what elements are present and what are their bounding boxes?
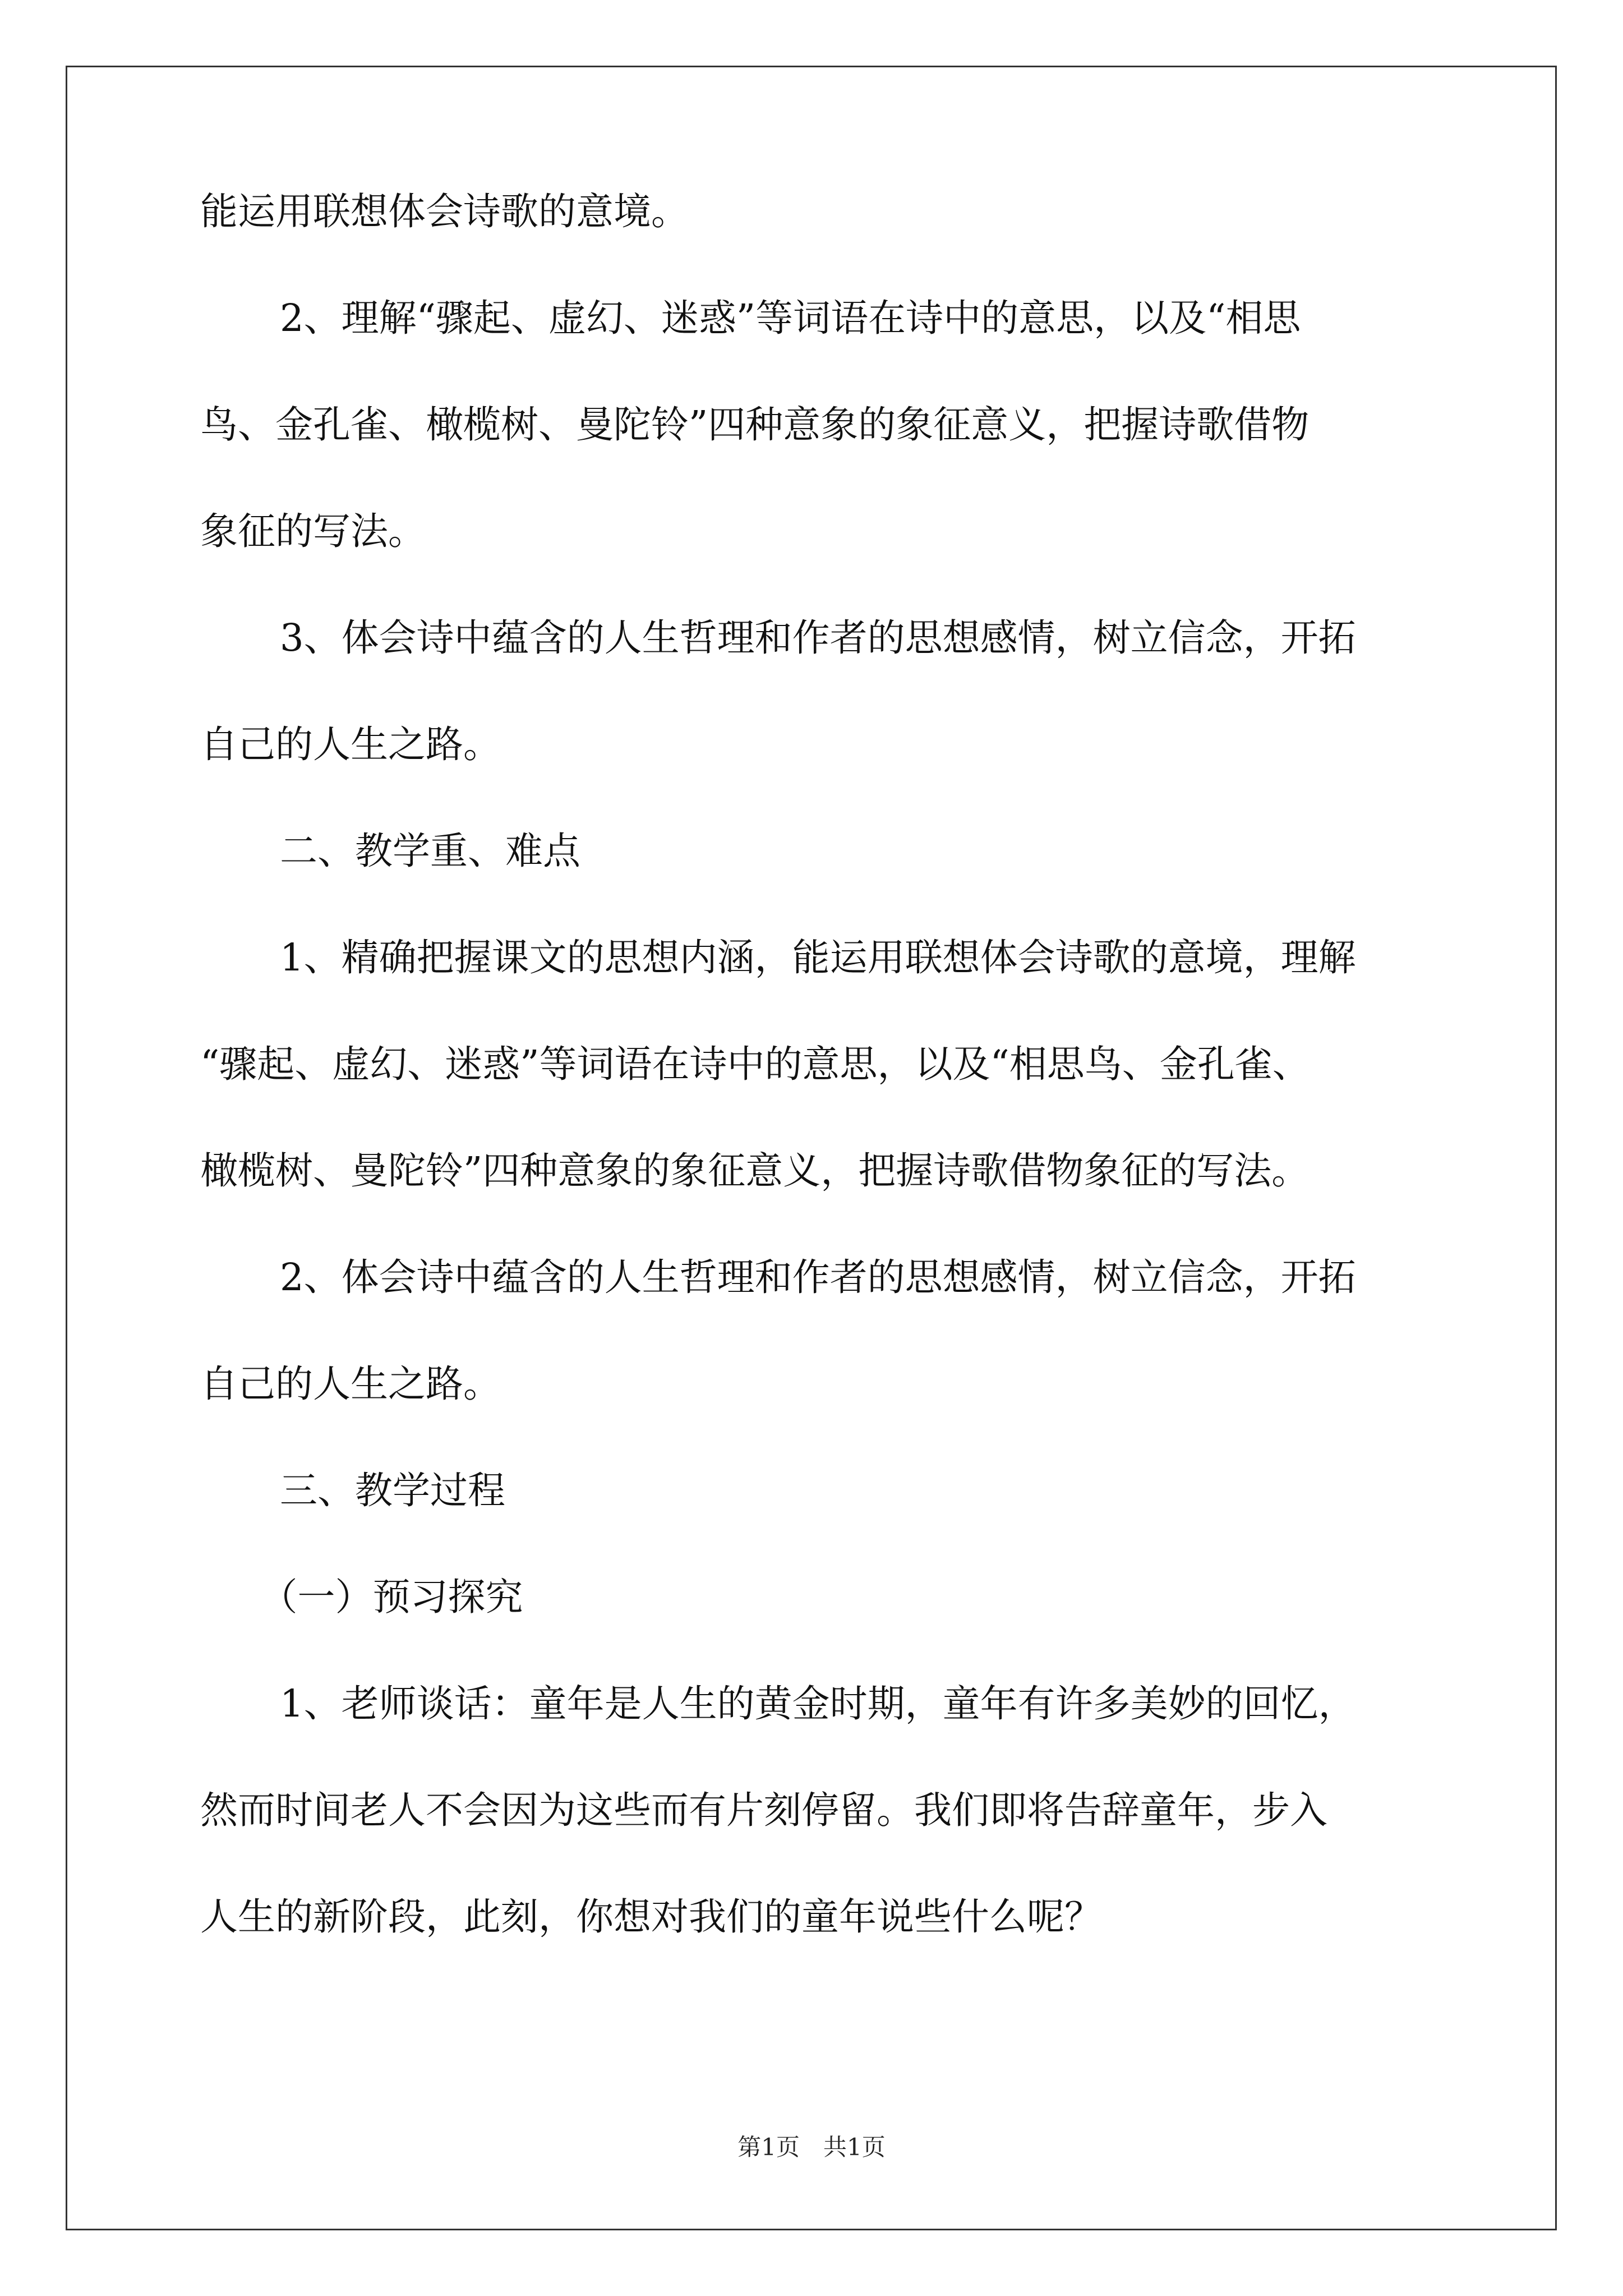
- text-line: 然而时间老人不会因为这些而有片刻停留。我们即将告辞童年，步入: [200, 1788, 1327, 1832]
- text-line: 能运用联想体会诗歌的意境。: [200, 190, 689, 233]
- text-line: 象征的写法。: [200, 509, 426, 553]
- text-line: “骤起、虚幻、迷惑”等词语在诗中的意思，以及“相思鸟、金孔雀、: [200, 1042, 1310, 1086]
- page-footer: [0, 2131, 1623, 2164]
- document-body: [200, 185, 1440, 1997]
- text-line: 三、教学过程: [280, 1469, 505, 1512]
- text-line: 自己的人生之路。: [200, 1362, 501, 1406]
- page-number: 第1页 共1页: [737, 2133, 886, 2161]
- text-line: 人生的新阶段，此刻，你想对我们的童年说些什么呢？: [200, 1895, 1102, 1939]
- text-line: （一）预习探究: [260, 1575, 523, 1619]
- text-line: 鸟、金孔雀、橄榄树、曼陀铃”四种意象的象征意义，把握诗歌借物: [200, 403, 1310, 447]
- text-line: 2、体会诗中蕴含的人生哲理和作者的思想感情，树立信念，开拓: [280, 1255, 1356, 1299]
- text-line: 橄榄树、曼陀铃”四种意象的象征意义，把握诗歌借物象征的写法。: [200, 1149, 1310, 1193]
- text-line: 二、教学重、难点: [280, 829, 580, 873]
- text-line: 自己的人生之路。: [200, 723, 501, 766]
- text-line: 3、体会诗中蕴含的人生哲理和作者的思想感情，树立信念，开拓: [280, 616, 1356, 660]
- text-line: 1、老师谈话：童年是人生的黄金时期，童年有许多美妙的回忆，: [280, 1682, 1356, 1726]
- text-line: 1、精确把握课文的思想内涵，能运用联想体会诗歌的意境，理解: [280, 936, 1356, 979]
- text-line: 2、理解“骤起、虚幻、迷惑”等词语在诗中的意思，以及“相思: [280, 296, 1301, 340]
